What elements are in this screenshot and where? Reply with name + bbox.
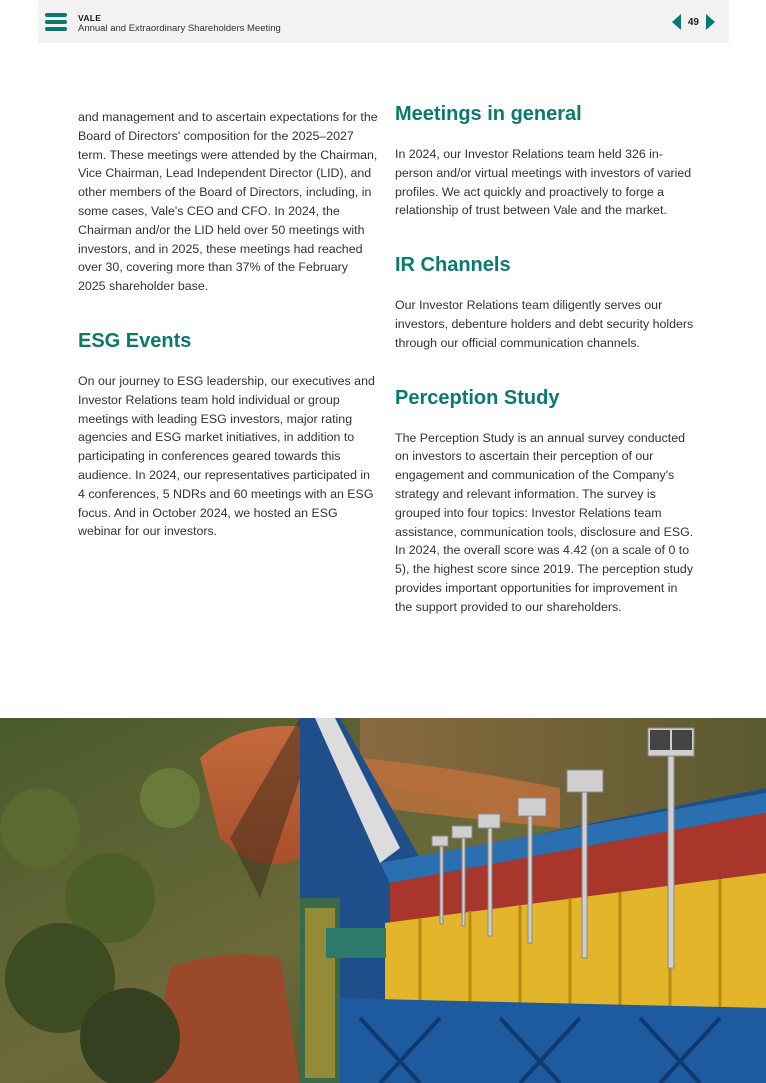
ir-channels-heading: IR Channels xyxy=(395,254,511,277)
page-number: 49 xyxy=(687,16,699,28)
perception-study-paragraph: The Perception Study is an annual survey conducted on investors to ascertain their perception of our engagement and communication of the Company's strategy and relevant information. The survey is grouped into four topics: Investor Relations team assistance, communication tools, disclosure and ESG. In 2024, the overall score was 4.42 (on a scale of 0 to 5), the highest score since 2019. The perception study provides important opportunities for improvement in the support provided to our shareholders. xyxy=(395,430,694,614)
menu-icon[interactable] xyxy=(45,13,67,31)
meetings-heading: Meetings in general xyxy=(395,103,582,125)
esg-events-heading: ESG Events xyxy=(78,329,192,352)
intro-paragraph: and management and to ascertain expectations for the Board of Directors' composition for the 2025–2027 term. These meetings were attended by the Chairman, Vice Chairman, Lead Independent Director (LID), and other members of the Board of Directors, including, in some cases, Vale's CEO and CFO. In 2024, the Chairman and/or the LID held over 50 meetings with investors, and in 2025, these meetings had reached over 30, covering more than 37% of the February 2025 shareholder base. xyxy=(78,110,378,294)
right-column xyxy=(395,101,695,617)
left-column xyxy=(78,108,378,541)
brand-name: VALE xyxy=(78,13,102,23)
ir-channels-paragraph: Our Investor Relations team diligently serves our investors, debenture holders and debt security holders through our official communication channels. xyxy=(395,298,694,350)
header-bar xyxy=(38,0,729,43)
conveyor-belt-photo xyxy=(0,718,766,1083)
document-subtitle: Annual and Extraordinary Shareholders Meeting xyxy=(78,23,281,34)
meetings-paragraph: In 2024, our Investor Relations team held 326 in-person and/or virtual meetings with investors of varied profiles. We act quickly and proactively to forge a relationship of trust between Vale and the market. xyxy=(395,147,692,218)
next-page-icon[interactable] xyxy=(706,14,715,30)
esg-events-paragraph: On our journey to ESG leadership, our executives and Investor Relations team hold individual or group meetings with leading ESG investors, major rating agencies and ESG market initiatives, in addition to participating in conferences geared towards this audience. In 2024, our representatives participated in 4 conferences, 5 NDRs and 60 meetings with an ESG focus. And in October 2024, we hosted an ESG webinar for our investors. xyxy=(78,373,375,539)
perception-study-heading: Perception Study xyxy=(395,386,560,409)
previous-page-icon[interactable] xyxy=(672,14,681,30)
pager xyxy=(672,13,715,31)
